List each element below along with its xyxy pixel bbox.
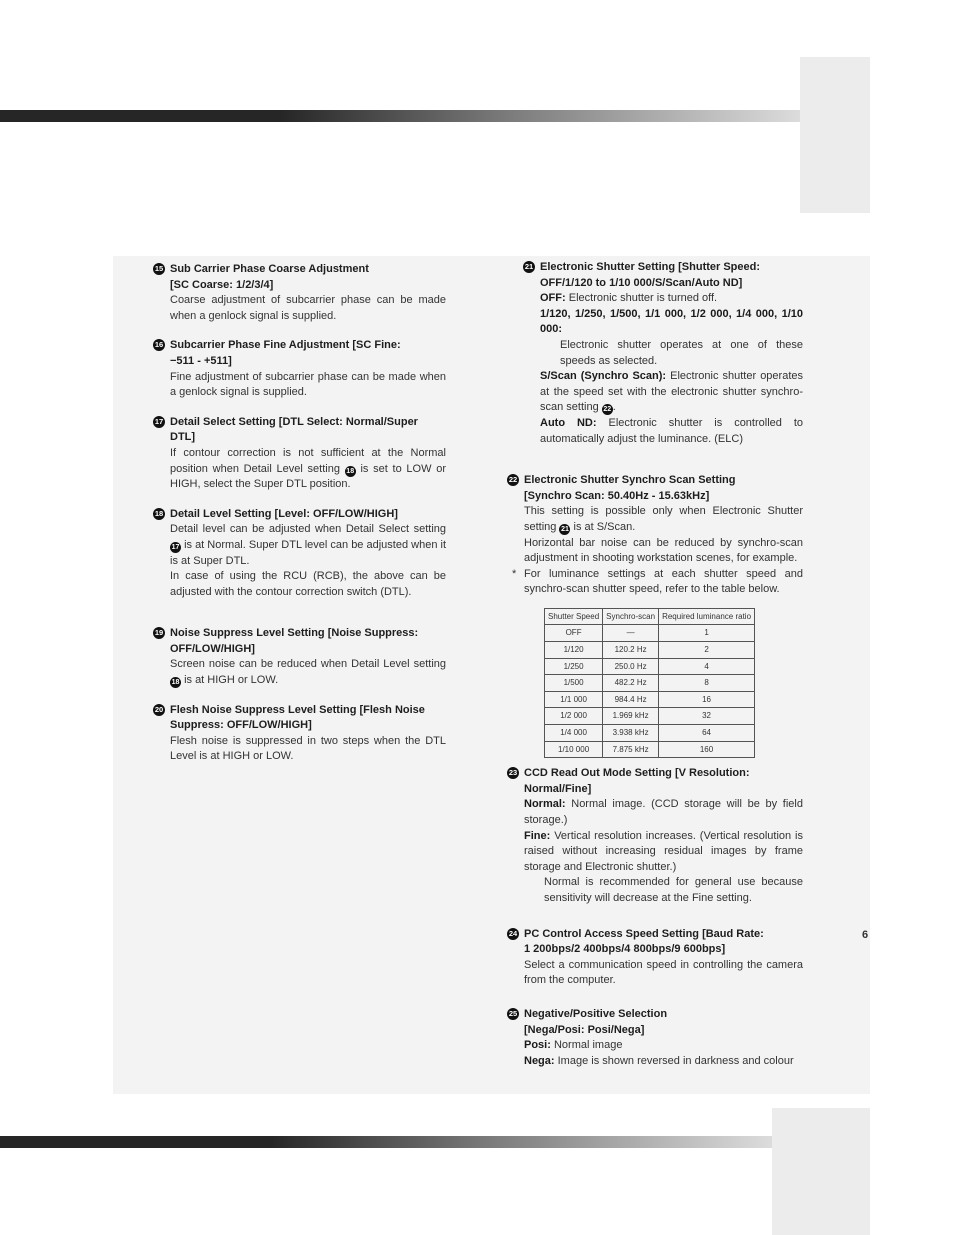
section-dtl-level xyxy=(153,507,446,601)
table-row xyxy=(545,725,755,742)
reference-badge: 22 xyxy=(603,406,612,414)
table-cell: 250.0 Hz xyxy=(603,658,659,675)
heading-text-2: Suppress: OFF/LOW/HIGH] xyxy=(170,719,312,732)
table-header-cell: Synchro-scan xyxy=(603,608,659,625)
heading-text-2: Normal/Fine] xyxy=(524,782,592,795)
section-heading xyxy=(507,1007,803,1038)
table-cell: 984.4 Hz xyxy=(603,691,659,708)
table-cell: 2 xyxy=(659,642,755,659)
table-cell: 1/120 xyxy=(545,642,603,659)
table-cell: 16 xyxy=(659,691,755,708)
table-row xyxy=(545,642,755,659)
bottom-page-tab xyxy=(772,1108,870,1235)
table-cell: 4 xyxy=(659,658,755,675)
heading-text: Negative/Positive Selection xyxy=(524,1007,668,1020)
section-body: If contour correction is not sufficient at the Normal position when Detail Level setting 18 is set to LOW or HIGH, select the Super DTL position. xyxy=(170,446,446,491)
number-badge: 20 xyxy=(154,704,164,714)
top-page-tab xyxy=(800,57,870,213)
section-shutter xyxy=(507,260,803,447)
section-body: Detail level can be adjusted when Detail Select setting 17 is at Normal. Super DTL level can be adjusted when it is at Super DTL. xyxy=(170,523,446,567)
section-heading xyxy=(507,927,803,958)
number-badge: 25 xyxy=(508,1008,518,1018)
page-edge-mark: 6 xyxy=(862,929,869,941)
section-ccd-readout xyxy=(507,766,803,906)
top-gradient-bar xyxy=(0,110,800,122)
section-heading xyxy=(153,703,446,734)
ccd-item-normal: Normal: Normal image. (CCD storage will be by field storage.) xyxy=(524,798,803,826)
nega-item-posi: Posi: Normal image xyxy=(524,1039,623,1052)
section-heading xyxy=(153,262,446,293)
number-badge: 21 xyxy=(524,262,534,271)
table-header-row xyxy=(545,608,755,625)
section-heading xyxy=(153,338,446,369)
shutter-item-autond: Auto ND: Electronic shutter is controlled to automatically adjust the luminance. (ELC) xyxy=(540,416,804,445)
table-row xyxy=(545,658,755,675)
heading-text: Electronic Shutter Synchro Scan Setting xyxy=(524,474,736,487)
heading-text: Detail Select Setting [DTL Select: Normal/Super xyxy=(170,415,418,428)
table-row xyxy=(545,625,755,642)
section-heading xyxy=(153,626,446,657)
table-row xyxy=(545,741,755,758)
reference-badge: 18 xyxy=(346,467,355,475)
section-body: Coarse adjustment of subcarrier phase can be made when a genlock signal is supplied. xyxy=(170,294,446,322)
table-header-cell: Required luminance ratio xyxy=(659,608,755,625)
heading-text: CCD Read Out Mode Setting [V Resolution: xyxy=(524,767,750,780)
section-noise-suppress xyxy=(153,626,446,688)
section-heading xyxy=(523,260,803,291)
table-header-cell: Shutter Speed xyxy=(545,608,603,625)
table-cell: 1.969 kHz xyxy=(603,708,659,725)
heading-text: Detail Level Setting [Level: OFF/LOW/HIGH] xyxy=(170,507,398,520)
table-cell: 7.875 kHz xyxy=(603,741,659,758)
section-heading xyxy=(507,766,803,797)
shutter-item-speeds: 1/120, 1/250, 1/500, 1/1 000, 1/2 000, 1/4 000, 1/10 000: Electronic shutter operates at one of these speeds as selected. xyxy=(540,307,803,367)
section-body-2: In case of using the RCU (RCB), the above can be adjusted with the contour correction switch (DTL). xyxy=(170,570,446,598)
table-cell: 1 xyxy=(659,625,755,642)
table-cell: 120.2 Hz xyxy=(603,642,659,659)
table-cell: OFF xyxy=(545,625,603,642)
table-cell: 1/250 xyxy=(545,658,603,675)
table-cell: 8 xyxy=(659,675,755,692)
heading-text: Sub Carrier Phase Coarse Adjustment xyxy=(170,263,369,275)
heading-text: Subcarrier Phase Fine Adjustment [SC Fine: xyxy=(170,339,401,352)
section-heading xyxy=(153,415,446,446)
section-body-2: Horizontal bar noise can be reduced by synchro-scan adjustment in shooting workstation scenes, for example. xyxy=(524,536,803,565)
section-heading xyxy=(507,473,803,504)
section-body: This setting is possible only when Electronic Shutter setting 21 is at S/Scan. xyxy=(524,505,803,533)
section-body: Fine adjustment of subcarrier phase can be made when a genlock signal is supplied. xyxy=(170,370,446,399)
heading-text-2: −511 - +511] xyxy=(170,354,232,367)
section-sc-coarse xyxy=(153,262,446,324)
section-body: Flesh noise is suppressed in two steps when the DTL Level is at HIGH or LOW. xyxy=(170,734,446,763)
heading-text-2: DTL] xyxy=(170,431,196,444)
section-flesh-noise xyxy=(153,703,446,765)
table-cell: 1/1 000 xyxy=(545,691,603,708)
number-badge: 18 xyxy=(154,508,164,518)
number-badge: 24 xyxy=(508,928,518,938)
left-column xyxy=(153,262,446,779)
table-row xyxy=(545,691,755,708)
ccd-item-fine: Fine: Vertical resolution increases. (Vertical resolution is raised without increasing residual images by frame storage and Electronic shutter.) Normal is recommended for general use because sensitivity will decrease at the Fine setting. xyxy=(524,829,803,904)
table-cell: 32 xyxy=(659,708,755,725)
heading-text-2: OFF/LOW/HIGH] xyxy=(170,642,255,655)
bottom-gradient-bar xyxy=(0,1136,772,1148)
heading-text: Noise Suppress Level Setting [Noise Suppress: xyxy=(170,627,419,640)
section-sc-fine xyxy=(153,338,446,400)
table-cell: 3.938 kHz xyxy=(603,725,659,742)
table-cell: 1/4 000 xyxy=(545,725,603,742)
shutter-item-off: OFF: Electronic shutter is turned off. xyxy=(540,292,718,305)
right-column xyxy=(507,260,803,1083)
shutter-speed-table xyxy=(544,608,755,758)
number-badge: 15 xyxy=(154,264,164,273)
section-dtl-select xyxy=(153,415,446,493)
section-body: Select a communication speed in controlling the camera from the computer. xyxy=(524,958,803,987)
heading-text: PC Control Access Speed Setting [Baud Rate: xyxy=(524,927,764,940)
reference-badge: 17 xyxy=(171,543,180,551)
section-heading xyxy=(153,507,446,523)
number-badge: 16 xyxy=(154,340,164,350)
reference-badge: 18 xyxy=(171,679,180,687)
nega-item-nega: Nega: Image is shown reversed in darkness and colour xyxy=(524,1054,794,1067)
heading-text-2: 1 200bps/2 400bps/4 800bps/9 600bps] xyxy=(524,943,726,956)
heading-text-2: OFF/1/120 to 1/10 000/S/Scan/Auto ND] xyxy=(540,276,743,289)
number-badge: 19 xyxy=(154,628,164,638)
table-cell: 482.2 Hz xyxy=(603,675,659,692)
section-nega-posi xyxy=(507,1007,803,1069)
heading-text: Flesh Noise Suppress Level Setting [Flesh Noise xyxy=(170,703,425,716)
table-cell: 1/10 000 xyxy=(545,741,603,758)
number-badge: 17 xyxy=(154,416,164,426)
heading-text-2: [Nega/Posi: Posi/Nega] xyxy=(524,1023,645,1036)
table-cell: 160 xyxy=(659,741,755,758)
heading-text: Electronic Shutter Setting [Shutter Speed: xyxy=(540,261,761,273)
number-badge: 22 xyxy=(508,475,518,485)
table-row xyxy=(545,708,755,725)
section-body: Screen noise can be reduced when Detail Level setting 18 is at HIGH or LOW. xyxy=(170,658,446,687)
table-note: * For luminance settings at each shutter speed and synchro-scan shutter speed, refer to the table below. xyxy=(512,567,803,596)
table-cell: — xyxy=(603,625,659,642)
shutter-item-sscan: S/Scan (Synchro Scan): Electronic shutter operates at the speed set with the electronic shutter synchro-scan setting 22 . xyxy=(540,370,803,414)
number-badge: 23 xyxy=(508,768,518,778)
table-row xyxy=(545,675,755,692)
reference-badge: 21 xyxy=(561,525,569,533)
table-cell: 1/2 000 xyxy=(545,708,603,725)
section-baud-rate xyxy=(507,927,803,989)
table-cell: 64 xyxy=(659,725,755,742)
heading-text-2: [SC Coarse: 1/2/3/4] xyxy=(170,278,274,291)
section-synchro-scan xyxy=(507,473,803,758)
table-cell: 1/500 xyxy=(545,675,603,692)
heading-text-2: [Synchro Scan: 50.40Hz - 15.63kHz] xyxy=(524,489,710,502)
